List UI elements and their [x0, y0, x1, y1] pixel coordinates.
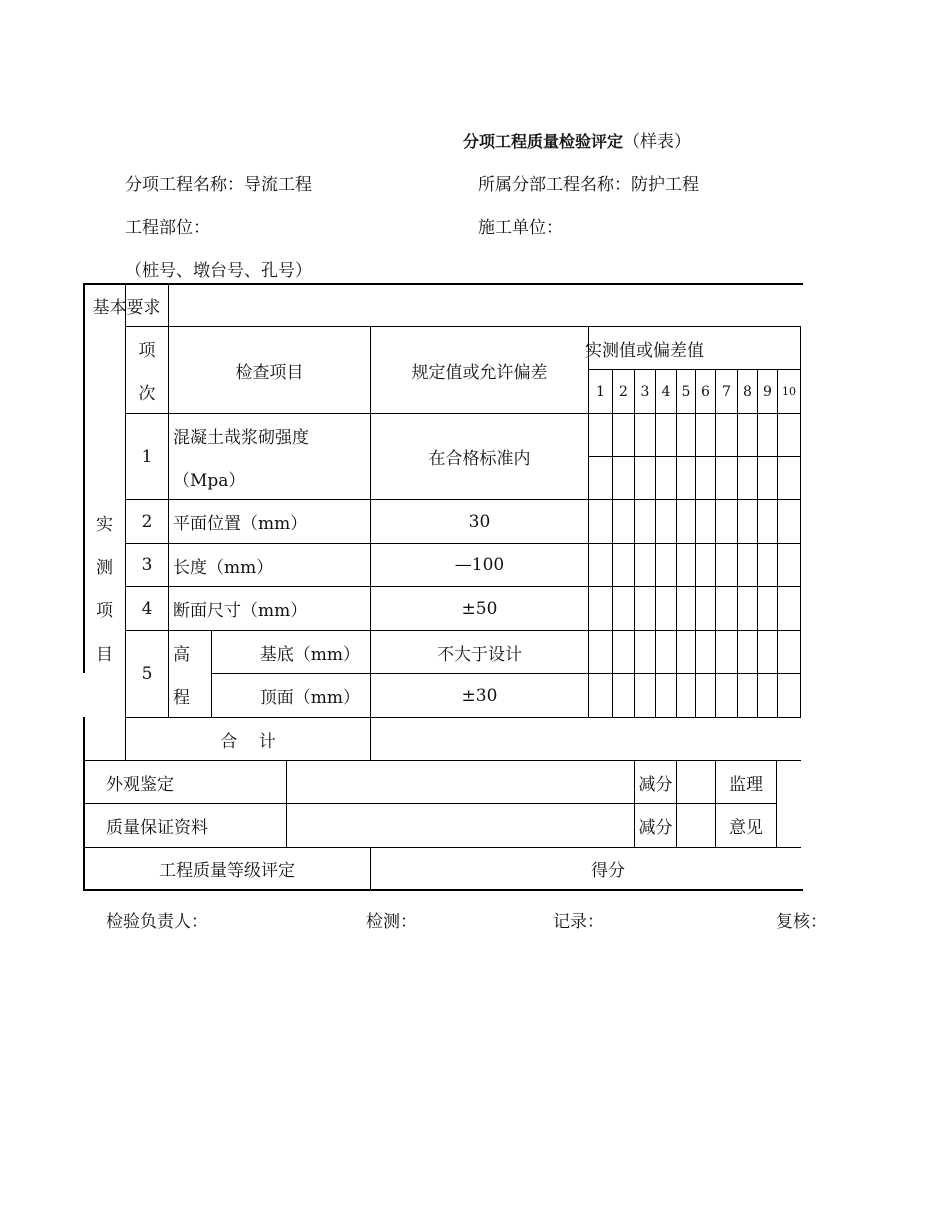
measure-num-4: 4	[661, 383, 671, 400]
score-label: 得分	[591, 861, 625, 881]
measure-num-5: 5	[681, 383, 691, 400]
row3-seq: 3	[141, 555, 153, 575]
row1-spec: 在合格标准内	[428, 449, 531, 469]
row2-item: 平面位置（mm）	[173, 514, 308, 534]
side-label-1: 实	[96, 514, 113, 535]
side-label-2: 测	[96, 557, 113, 578]
col-spec-header: 规定值或允许偏差	[411, 362, 548, 383]
row5-group-bottom: 程	[173, 688, 190, 708]
row2-seq: 2	[141, 511, 153, 532]
col-seq-bottom: 次	[138, 383, 156, 404]
quality-docs-label: 质量保证资料	[106, 818, 208, 838]
side-label-4: 目	[96, 644, 113, 665]
row3-spec: —100	[454, 555, 505, 575]
measure-num-3: 3	[640, 383, 650, 400]
quality-docs-deduct: 减分	[638, 818, 673, 838]
row5-group-top: 高	[173, 644, 190, 665]
location-field: 工程部位：	[125, 218, 210, 238]
appearance-label: 外观鉴定	[106, 774, 174, 795]
col-item-header: 检查项目	[235, 362, 304, 383]
supervisor-top: 监理	[729, 774, 763, 795]
col-seq-top: 项	[138, 340, 156, 361]
title-sub: （样表）	[623, 132, 692, 152]
footer-reviewer: 复核：	[776, 912, 827, 932]
footer-inspector: 检验负责人：	[106, 912, 208, 932]
measure-num-10: 10	[782, 385, 796, 398]
title-main: 分项工程质量检验评定	[463, 132, 624, 151]
footer-tester: 检测：	[366, 912, 417, 932]
total-label: 合 计	[220, 731, 276, 752]
footer-recorder: 记录：	[553, 912, 604, 932]
col-measured-header: 实测值或偏差值	[585, 340, 704, 361]
row5-spec2: ±30	[461, 685, 498, 706]
row4-spec: ±50	[461, 598, 498, 619]
measure-num-9: 9	[763, 383, 772, 400]
location-note: （桩号、墩台号、孔号）	[125, 261, 312, 281]
row4-seq: 4	[141, 598, 153, 619]
measure-num-7: 7	[722, 383, 731, 400]
row5-seq: 5	[141, 664, 153, 684]
measure-num-6: 6	[701, 383, 710, 400]
row1-item-line1: 混凝土哉浆砌强度	[173, 427, 309, 448]
measure-num-8: 8	[743, 383, 752, 400]
contractor-field: 施工单位：	[478, 218, 563, 238]
row1-seq: 1	[141, 446, 153, 467]
measure-num-1: 1	[596, 383, 605, 400]
row3-item: 长度（mm）	[173, 557, 274, 578]
row4-item: 断面尺寸（mm）	[173, 601, 308, 621]
measure-num-2: 2	[619, 383, 628, 400]
row5-sub2: 顶面（mm）	[259, 688, 360, 708]
side-label-3: 项	[96, 600, 113, 621]
row5-spec1: 不大于设计	[437, 644, 522, 665]
row2-spec: 30	[468, 511, 491, 532]
row5-sub1: 基底（mm）	[259, 644, 360, 665]
appearance-deduct: 减分	[638, 774, 673, 795]
subitem-name-field: 分项工程名称：导流工程	[125, 175, 312, 195]
supervisor-bottom: 意见	[729, 818, 763, 838]
basic-requirement-label: 基本要求	[92, 297, 161, 318]
parent-project-field: 所属分部工程名称：防护工程	[478, 175, 699, 195]
grade-label: 工程质量等级评定	[159, 861, 295, 881]
row1-item-line2: （Mpa）	[173, 470, 246, 491]
